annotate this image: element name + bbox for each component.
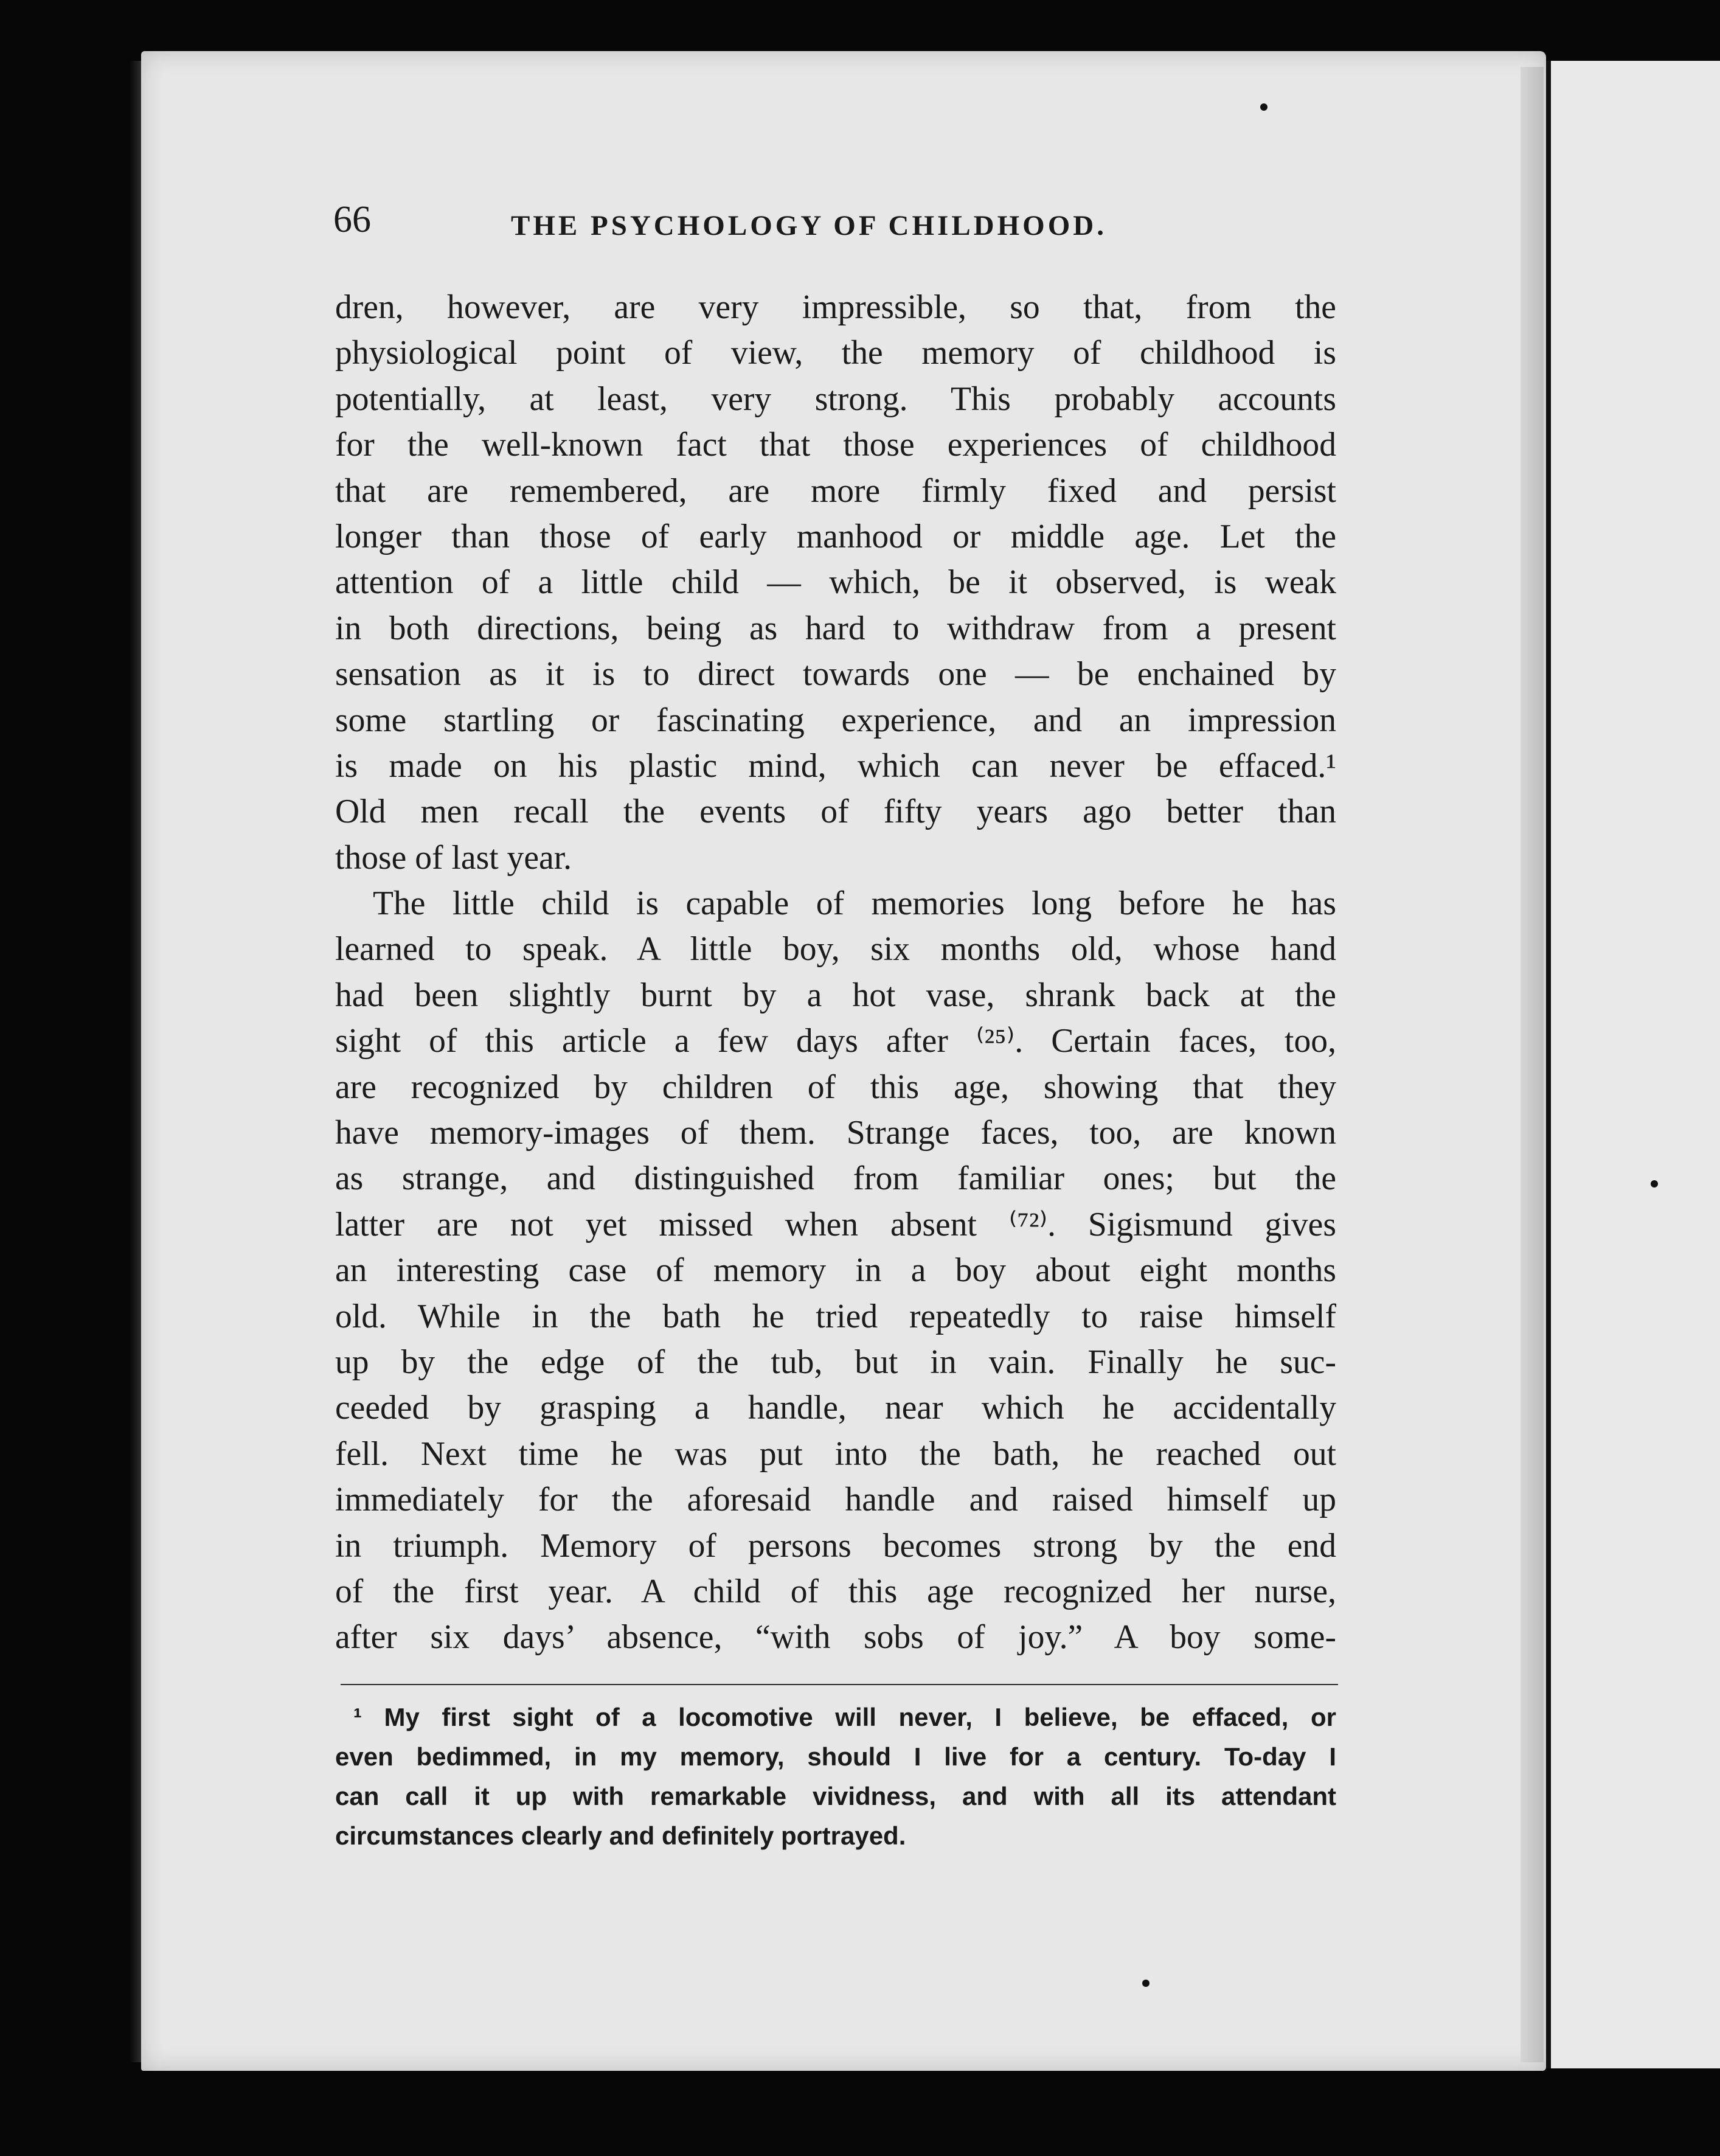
text-line: for the well-known fact that those experiences of childhood bbox=[335, 426, 1336, 464]
text-line: that are remembered, are more firmly fixed and persist bbox=[335, 471, 1336, 510]
text-line: up by the edge of the tub, but in vain. Finally he suc- bbox=[335, 1343, 1336, 1381]
adjacent-page-edge bbox=[1546, 61, 1720, 2068]
scan-speck bbox=[1260, 103, 1267, 111]
text-line: learned to speak. A little boy, six months old, whose hand bbox=[335, 930, 1336, 968]
text-line: potentially, at least, very strong. This probably accounts bbox=[335, 380, 1336, 418]
text-line: dren, however, are very impressible, so that, from the bbox=[335, 288, 1336, 326]
text-line: in both directions, being as hard to withdraw from a present bbox=[335, 609, 1336, 647]
running-title: THE PSYCHOLOGY OF CHILDHOOD. bbox=[511, 210, 1107, 242]
text-line: attention of a little child — which, be it observed, is weak bbox=[335, 563, 1336, 602]
text-line: of the first year. A child of this age recognized her nurse, bbox=[335, 1572, 1336, 1610]
text-line: are recognized by children of this age, showing that they bbox=[335, 1068, 1336, 1106]
text-line: physiological point of view, the memory of childhood is bbox=[335, 334, 1336, 372]
text-line: as strange, and distinguished from familiar ones; but the bbox=[335, 1160, 1336, 1198]
text-line: after six days’ absence, “with sobs of joy.” A boy some- bbox=[335, 1618, 1336, 1657]
text-line: longer than those of early manhood or middle age. Let the bbox=[335, 517, 1336, 555]
text-line: immediately for the aforesaid handle and raised himself up bbox=[335, 1481, 1336, 1519]
text-line: those of last year. bbox=[335, 838, 572, 877]
footnote-rule bbox=[341, 1684, 1338, 1685]
text-line: Old men recall the events of fifty years ago better than bbox=[335, 793, 1336, 831]
footnote-line: ¹ My first sight of a locomotive will never, I believe, be effaced, or bbox=[353, 1703, 1336, 1731]
scan-speck bbox=[1142, 1980, 1150, 1987]
text-line: ceeded by grasping a handle, near which he accidentally bbox=[335, 1389, 1336, 1427]
text-line: sight of this article a few days after ⁽²⁵⁾. Certain faces, too, bbox=[335, 1022, 1336, 1060]
body-text bbox=[335, 285, 1336, 1661]
text-line: some startling or fascinating experience, and an impression bbox=[335, 701, 1336, 739]
text-line: latter are not yet missed when absent ⁽⁷²⁾. Sigismund gives bbox=[335, 1205, 1336, 1243]
text-line: have memory-images of them. Strange faces, too, are known bbox=[335, 1114, 1336, 1152]
scan-speck bbox=[1651, 1180, 1658, 1188]
text-line: The little child is capable of memories long before he has bbox=[373, 885, 1336, 923]
text-line: in triumph. Memory of persons becomes strong by the end bbox=[335, 1526, 1336, 1565]
text-line: old. While in the bath he tried repeatedly to raise himself bbox=[335, 1297, 1336, 1335]
text-line: is made on his plastic mind, which can never be effaced.¹ bbox=[335, 746, 1336, 785]
footnote-line: circumstances clearly and definitely portrayed. bbox=[335, 1821, 906, 1850]
text-line: had been slightly burnt by a hot vase, shrank back at the bbox=[335, 976, 1336, 1014]
running-head bbox=[333, 198, 1340, 247]
page-fold-shadow bbox=[1521, 67, 1544, 2062]
text-line: sensation as it is to direct towards one — be enchained by bbox=[335, 655, 1336, 694]
page-number: 66 bbox=[333, 199, 371, 240]
text-line: an interesting case of memory in a boy about eight months bbox=[335, 1251, 1336, 1290]
footnote-line: even bedimmed, in my memory, should I live for a century. To-day I bbox=[335, 1742, 1336, 1771]
footnote-line: can call it up with remarkable vividness, and with all its attendant bbox=[335, 1782, 1336, 1810]
text-line: fell. Next time he was put into the bath, he reached out bbox=[335, 1434, 1336, 1473]
footnote bbox=[335, 1697, 1336, 1855]
